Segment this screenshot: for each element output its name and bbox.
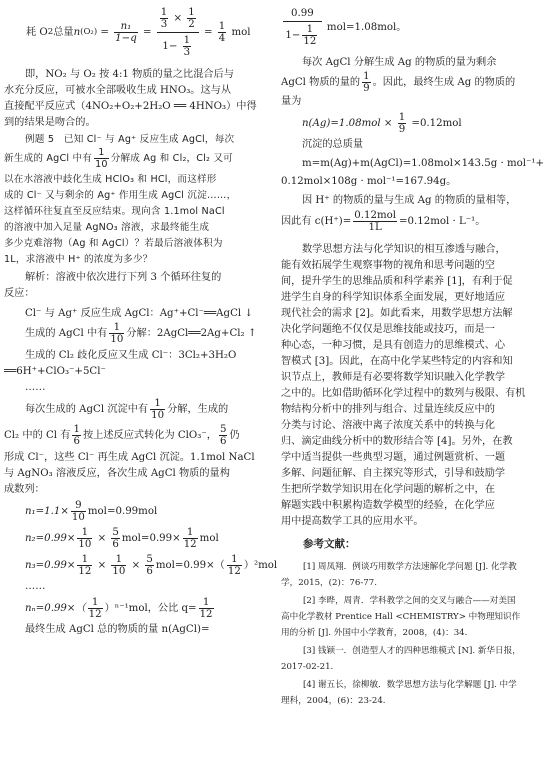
reference-line: [3] 钱颖一．创造型人才的四种思维模式 [N]. 新华日报，: [303, 646, 521, 656]
nn-frac: [88, 597, 103, 620]
ag-num: 1: [398, 111, 406, 123]
n2-post: mol: [199, 532, 219, 544]
example-5: [4, 133, 266, 266]
seq-line: [4, 396, 266, 422]
h2-den: 1L: [368, 221, 382, 233]
top-den-frac: [302, 24, 317, 47]
eq-sub: 2: [47, 26, 54, 37]
top-den-pre: 1−: [285, 29, 301, 41]
seq-line: 与 AgNO₃ 溶液反应，各次生成 AgCl 物质的量构: [4, 468, 230, 479]
p1b-post: 。因此，最终生成 Ag 的物质的: [372, 76, 516, 88]
n3-den3: 6: [146, 565, 153, 577]
n2-num1: 1: [77, 527, 92, 539]
text-line: 物结构分析中的排列与组合、过量连续反应中的: [281, 404, 495, 415]
example-line: 以在水溶液中歧化生成 HClO₃ 和 HCl，而这样形: [4, 174, 217, 185]
eq-f3d: 4: [218, 32, 226, 44]
references-list: [281, 559, 543, 709]
top-post: mol=1.08mol。: [323, 21, 407, 33]
example-line: 多少克难溶物（Ag 和 AgCl）？若最后溶液体积为: [4, 238, 223, 249]
n3-frac3: [145, 554, 153, 577]
example-frac-den: 10: [95, 158, 108, 170]
n3-num1: 1: [77, 554, 92, 566]
eq-frac2: [157, 7, 199, 58]
reference-line: 高中化学教材 Prentice Hall <CHEMISTRY> 中物理知识作: [281, 612, 521, 622]
eq-unit: mol: [228, 26, 251, 38]
p2b-mid: 按上述反应式转化为 ClO₃⁻，: [82, 429, 217, 441]
nn-qnum: 1: [199, 597, 214, 609]
text-line: 之中的。比如借助循环化学过程中的数列与极限、有机: [281, 388, 526, 399]
nn-qfrac: [199, 597, 214, 620]
nn-den: 12: [88, 608, 102, 620]
paragraph-result: [4, 68, 266, 129]
h2-num: 0.12mol: [354, 209, 397, 221]
n3-num4: 1: [227, 554, 242, 566]
r2-den: 10: [110, 333, 124, 345]
text-line: 归、滴定曲线分析中的数形结合等 [4]。另外，在教: [281, 436, 513, 447]
eq-frac2-den: [157, 33, 199, 58]
o2-total-equation: [4, 4, 266, 60]
eq-frac1-num: n₁: [114, 21, 138, 33]
term-nn: [4, 596, 266, 620]
eq-n-sub: (O₂): [80, 26, 98, 37]
nn-mid: ）ⁿ⁻¹mol，公比 q=: [104, 602, 197, 614]
text-line: 生把所学数学知识用在化学问题的解析之中，在: [281, 484, 495, 495]
n2-den1: 10: [78, 538, 92, 550]
n3-mid3: mol=0.99×（: [155, 559, 225, 571]
nn-qden: 12: [199, 608, 213, 620]
n3-pre: n₃=0.99×: [25, 559, 76, 571]
text-line: 每次 AgCl 分解生成 Ag 的物质的量为剩余: [302, 57, 497, 68]
p2a-pre: 每次生成的 AgCl 沉淀中有: [25, 403, 149, 415]
ellipsis: ……: [25, 382, 46, 393]
sequence-paragraph: [4, 396, 266, 496]
text-line: 即，NO₂ 与 O₂ 按 4:1 物质的量之比混合后与: [25, 69, 234, 80]
eq-f2nd: 2: [188, 18, 195, 30]
p2b-frac1: [72, 424, 80, 447]
reaction-1: Cl⁻ 与 Ag⁺ 反应生成 AgCl：Ag⁺+Cl⁻══AgCl ↓: [25, 308, 253, 319]
reference-item: [281, 677, 543, 709]
p2b-num2: 5: [219, 423, 227, 435]
total-agcl-equation: [281, 4, 543, 50]
reference-item: [281, 559, 543, 591]
ellipsis: ……: [25, 581, 46, 592]
n1-pre: n₁=1.1×: [25, 505, 69, 517]
n1-den: 10: [71, 511, 85, 523]
p1b-den: 9: [363, 82, 370, 94]
text-line: 进学生自身的科学知识体系全面发展，更好地适应: [281, 292, 506, 303]
text-line: 分类与讨论、溶液中离子浓度关系中的转换与化: [281, 420, 495, 431]
n3-mid1: ×: [94, 559, 110, 571]
final-sum-line: 最终生成 AgCl 总的物质的量 n(AgCl)=: [25, 624, 210, 635]
eq-eq1: =: [97, 26, 113, 38]
r2-frac: [109, 322, 124, 345]
top-den-den: 12: [303, 35, 317, 47]
example-frac: [94, 147, 109, 170]
reference-line: 理科，2004，(6)：23-24.: [281, 696, 386, 706]
r2-num: 1: [109, 322, 124, 334]
mass-line: m=m(Ag)+m(AgCl)=1.08mol×143.5g · mol⁻¹+: [302, 158, 545, 169]
text-line: 解题实践中积累构造数学模型的经验，在化学应: [281, 500, 495, 511]
text-line: 量为: [281, 96, 302, 107]
n3-frac1: [77, 554, 92, 577]
n3-den1: 12: [78, 565, 92, 577]
text-line: [281, 69, 543, 95]
text-line: 现代社会的需求 [2]。如此看来，用数学思想方法解: [281, 308, 513, 319]
reference-line: 学，2015，(2)：76-77.: [281, 578, 377, 588]
solution-line: 解析：溶液中依次进行下列 3 个循环往复的: [25, 272, 222, 283]
text-line: 决化学问题绝不仅仅是思维技能或技巧，而是一: [281, 324, 495, 335]
example-text: 分解成 Ag 和 Cl₂，Cl₂ 又可: [110, 152, 233, 164]
reference-line: [2] 李晔，周青．学科教学之间的交叉与融合——对美国: [303, 596, 516, 606]
eq-f3n: 1: [218, 20, 226, 32]
n1-frac: [71, 500, 86, 523]
mass-title: 沉淀的总质量: [302, 139, 364, 150]
p2a-frac: [150, 398, 165, 421]
ag-pre: n(Ag)=1.08mol ×: [302, 117, 396, 129]
n1-post: mol=0.99mol: [87, 505, 158, 517]
seq-line: 成数列：: [4, 484, 45, 495]
eq-frac2-num-a: [160, 7, 168, 30]
n2-pre: n₂=0.99×: [25, 532, 76, 544]
eq-prefix: 耗 O: [26, 26, 48, 38]
reaction-3a: 生成的 Cl₂ 歧化反应又生成 Cl⁻：3Cl₂+3H₂O: [25, 350, 237, 361]
conclusion-paragraph: [281, 243, 543, 528]
top-frac: [283, 8, 322, 47]
n2-frac3: [183, 527, 198, 550]
eq-f2db: 3: [183, 46, 191, 58]
eq-frac2-num-b: [187, 7, 195, 30]
mass-line: 0.12mol×108g · mol⁻¹=167.94g。: [281, 176, 457, 187]
left-column: [4, 4, 278, 636]
example-frac-num: 1: [94, 147, 109, 159]
r2-pre: 生成的 AgCl 中有: [25, 327, 108, 339]
n3-mid2: ×: [128, 559, 144, 571]
ag-paragraph: [281, 56, 543, 235]
text-line: 数学思想方法与化学知识的相互渗透与融合，: [302, 244, 506, 255]
p2a-num: 1: [150, 398, 165, 410]
n3-den2: 10: [112, 565, 126, 577]
h2-frac: [353, 210, 397, 233]
text-line: 间，提升学生的思维品质和科学素养 [1]，有利于促: [281, 276, 513, 287]
n2-num3: 1: [183, 527, 198, 539]
p2a-post: 分解，生成的: [167, 403, 229, 415]
reference-item: [281, 643, 543, 675]
n2-mid1: ×: [94, 532, 110, 544]
eq-frac2-den-f: [183, 35, 191, 58]
solution-line: 反应：: [4, 288, 35, 299]
example-line: [4, 146, 266, 170]
h-line: 因 H⁺ 的物质的量与生成 Ag 的物质的量相等，: [302, 195, 517, 206]
eq-frac2-num: [157, 7, 199, 33]
eq-f2d-pre: 1−: [162, 40, 181, 52]
n3-frac4: [227, 554, 242, 577]
reference-line: [1] 周凤翔．例谈巧用数学方法速解化学问题 [J]. 化学教: [303, 562, 517, 572]
references-title: 参考文献：: [303, 538, 356, 550]
h2-post: =0.12mol · L⁻¹。: [399, 215, 486, 227]
r2-post: 分解：2AgCl══2Ag+Cl₂ ↑: [126, 327, 257, 339]
p2a-den: 10: [151, 409, 165, 421]
reaction-3b: ══6H⁺+ClO₃⁻+5Cl⁻: [4, 366, 106, 377]
text-line: 智模式 [3]。因此，在高中化学某些特定的内容和知: [281, 356, 513, 367]
text-line: 用中提高数学工具的应用水平。: [281, 516, 424, 527]
n1-num: 9: [71, 500, 86, 512]
n3-num2: 1: [111, 554, 126, 566]
text-line: 水充分反应，可被水全部吸收生成 HNO₃。这与从: [4, 85, 232, 96]
reference-line: 用的分析 [J]. 外国中小学教育，2008，(4)：34.: [281, 628, 468, 638]
n2-num2: 5: [112, 526, 119, 538]
eq-f2da: 1: [183, 34, 191, 46]
reference-item: [281, 593, 543, 641]
sequence-terms: [4, 499, 278, 636]
term-n2: [4, 526, 266, 550]
p2b-den1: 6: [73, 435, 80, 447]
ag-post: =0.12mol: [408, 117, 462, 129]
eq-eq3: =: [200, 26, 216, 38]
p2b-post: 仍: [229, 429, 240, 441]
text-line: 学中适当提供一些典型习题，通过例题赏析、一题: [281, 452, 506, 463]
text-line: 识节点上，教师是有必要将数学知识融入化学教学: [281, 372, 506, 383]
reference-line: [4] 谢五长，徐柳敏．数学思想方法与化学解题 [J]. 中学: [303, 680, 517, 690]
n3-post: ）²mol: [243, 559, 278, 571]
ag-equation: [281, 108, 543, 138]
example-line: 例题 5 已知 Cl⁻ 与 Ag⁺ 反应生成 AgCl，每次: [25, 134, 235, 145]
text-line: 种心态，一种习惯，是具有创造力的思维模式、心: [281, 340, 506, 351]
p1b-num: 1: [363, 70, 370, 82]
reference-line: 2017-02-21.: [281, 662, 334, 672]
eq-n: n: [73, 26, 81, 38]
text-line: 到的结果是吻合的。: [4, 117, 96, 128]
n2-den2: 6: [112, 538, 119, 550]
example-line: 这样循环往复直至反应结束。现向含 1.1mol NaCl: [4, 206, 225, 217]
n2-frac2: [111, 527, 119, 550]
top-frac-den: [283, 22, 322, 47]
ag-den: 9: [398, 123, 406, 135]
n2-frac1: [77, 527, 92, 550]
example-line: 1L，求溶液中 H⁺ 的浓度为多少？: [4, 254, 153, 265]
eq-frac1-den: 1−q: [115, 32, 137, 44]
n2-den3: 12: [183, 538, 197, 550]
nn-pre: nₙ=0.99×（: [25, 602, 86, 614]
eq-frac1: [114, 21, 138, 44]
n3-num3: 5: [146, 553, 153, 565]
h-equation: [281, 207, 543, 235]
p2b-pre: Cl₂ 中的 Cl 有: [4, 429, 71, 441]
example-line: 的溶液中加入足量 AgNO₃ 溶液，求最终能生成: [4, 222, 210, 233]
eq-f2nb: 3: [160, 18, 168, 30]
n3-frac2: [111, 554, 126, 577]
p2b-den2: 6: [219, 435, 227, 447]
eq-f2na: 1: [160, 6, 168, 18]
eq-eq2: =: [139, 26, 155, 38]
top-den-num: 1: [302, 24, 317, 36]
ag-frac: [398, 112, 406, 135]
eq-f2nc: 1: [188, 6, 195, 18]
eq-f2-mult: ×: [170, 12, 186, 24]
seq-line: 形成 Cl⁻，这些 Cl⁻ 再生成 AgCl 沉淀。1.1mol NaCl: [4, 452, 255, 463]
solution: [4, 271, 266, 394]
p2b-num1: 1: [73, 423, 80, 435]
term-n3: [4, 553, 278, 577]
h2-pre: 因此有 c(H⁺)=: [281, 215, 352, 227]
n3-den4: 12: [227, 565, 241, 577]
seq-line: [4, 422, 266, 448]
n2-mid2: mol=0.99×: [121, 532, 181, 544]
right-column: [281, 4, 543, 709]
example-line: 成的 Cl⁻ 又与剩余的 Ag⁺ 作用生成 AgCl 沉淀……，: [4, 190, 237, 201]
eq-frac3: [218, 21, 226, 44]
text-line: 多解、问题征解、自主探究等形式，引导和鼓励学: [281, 468, 506, 479]
top-frac-num: 0.99: [283, 8, 322, 22]
p1b-frac: [362, 71, 370, 94]
text-line: 能有效拓展学生观察事物的视角和思考问题的空: [281, 260, 495, 271]
p2b-frac2: [219, 424, 227, 447]
reaction-2: [4, 320, 266, 346]
p1b-pre: AgCl 物质的量的: [281, 76, 361, 88]
term-n1: [4, 499, 266, 523]
eq-mid: 总量: [53, 26, 74, 38]
text-line: 直接配平反应式（4NO₂+O₂+2H₂O ══ 4HNO₃）中得: [4, 101, 257, 112]
nn-num: 1: [88, 597, 103, 609]
example-text: 新生成的 AgCl 中有: [4, 152, 93, 164]
